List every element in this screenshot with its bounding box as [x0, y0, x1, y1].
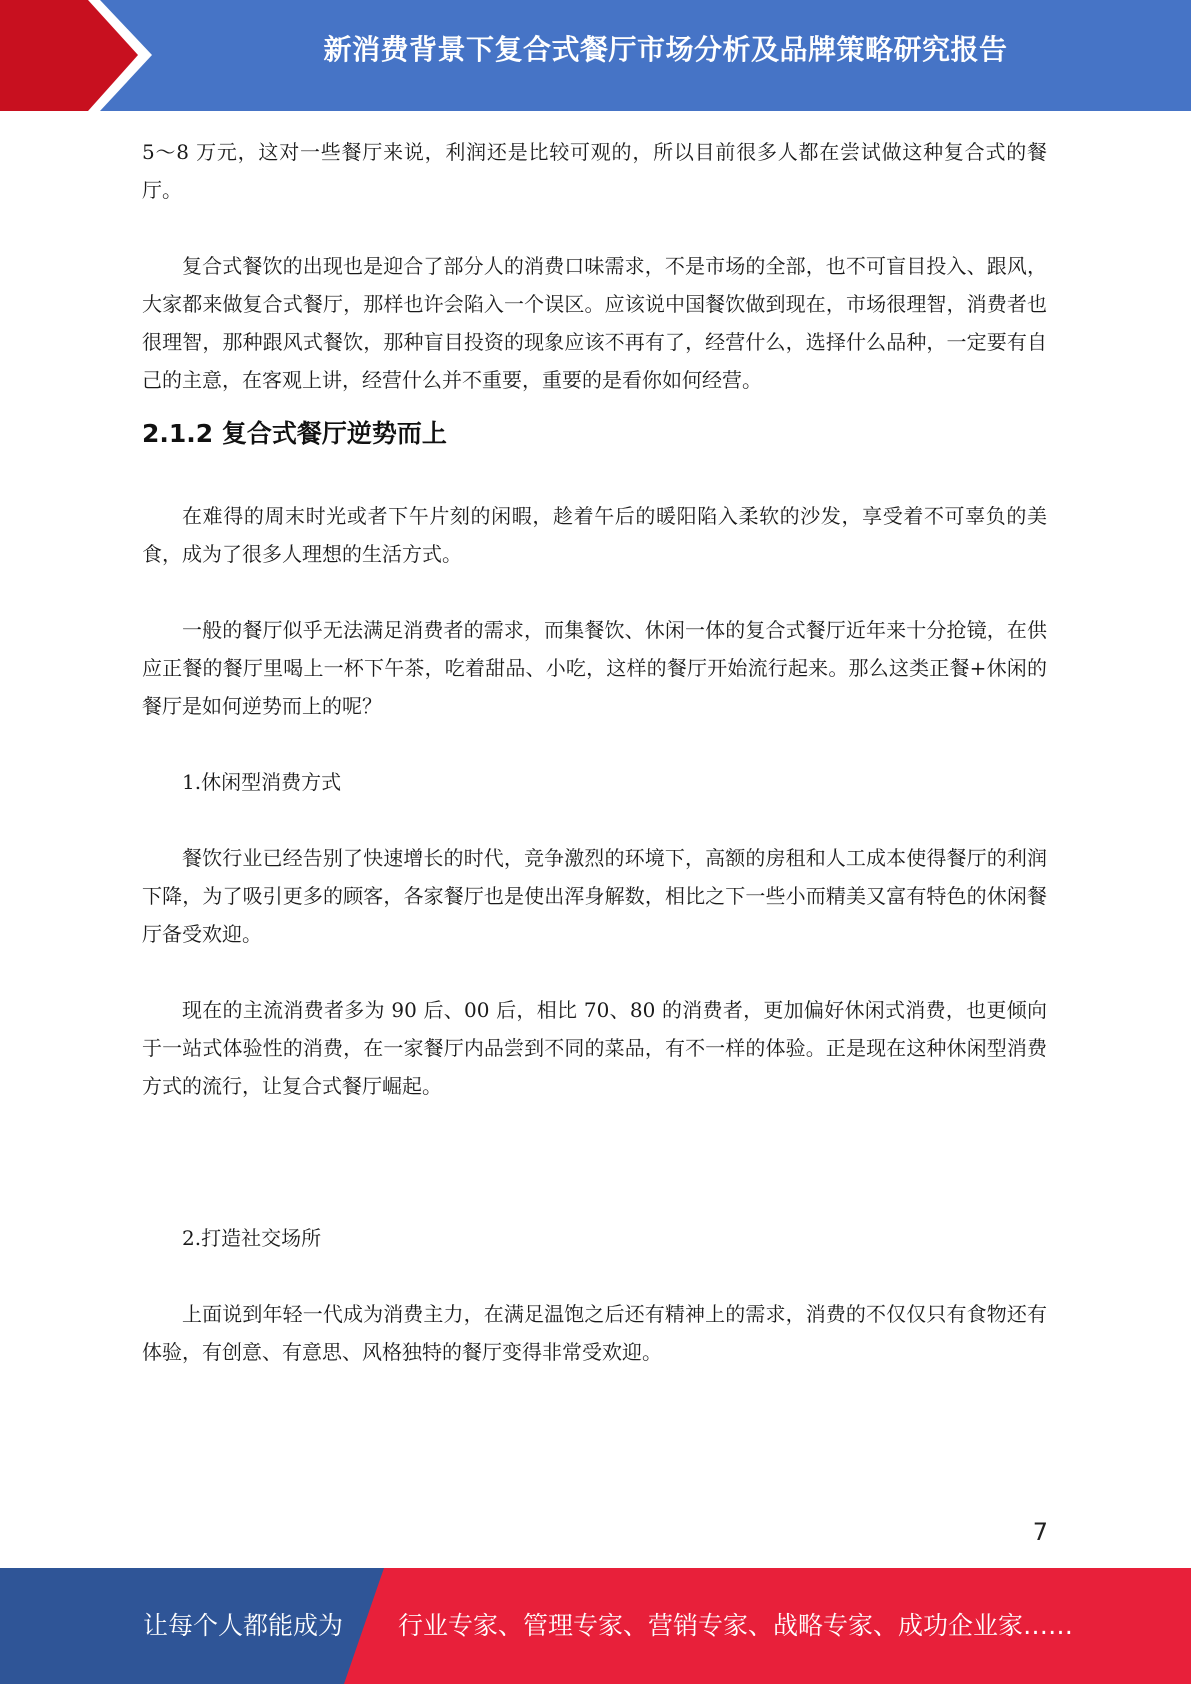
- subheading-1: 1.休闲型消费方式: [182, 770, 342, 794]
- paragraph-3: 在难得的周末时光或者下午片刻的闲暇，趁着午后的暖阳陷入柔软的沙发，享受着不可辜负的美食，成为了很多人理想的生活方式。: [142, 504, 1047, 566]
- paragraph-5: 餐饮行业已经告别了快速增长的时代，竞争激烈的环境下，高额的房租和人工成本使得餐厅的利润下降，为了吸引更多的顾客，各家餐厅也是使出浑身解数，相比之下一些小而精美又富有特色的休闲餐厅备受欢迎。: [142, 846, 1047, 946]
- paragraph-6: 现在的主流消费者多为 90 后、00 后，相比 70、80 的消费者，更加偏好休闲式消费，也更倾向于一站式体验性的消费，在一家餐厅内品尝到不同的菜品，有不一样的体验。正是现在这种休闲型消费方式的流行，让复合式餐厅崛起。: [142, 998, 1047, 1098]
- paragraph-4: 一般的餐厅似乎无法满足消费者的需求，而集餐饮、休闲一体的复合式餐厅近年来十分抢镜，在供应正餐的餐厅里喝上一杯下午茶，吃着甜品、小吃，这样的餐厅开始流行起来。那么这类正餐+休闲的餐厅是如何逆势而上的呢？: [142, 618, 1047, 718]
- page-number: 7: [1032, 1518, 1048, 1546]
- paragraph-7: 上面说到年轻一代成为消费主力，在满足温饱之后还有精神上的需求，消费的不仅仅只有食物还有体验，有创意、有意思、风格独特的餐厅变得非常受欢迎。: [142, 1302, 1047, 1364]
- footer-slogan-right: 行业专家、管理专家、营销专家、战略专家、成功企业家……: [398, 1611, 1074, 1640]
- page-footer: [0, 1568, 1191, 1684]
- document-title: 新消费背景下复合式餐厅市场分析及品牌策略研究报告: [323, 33, 1008, 66]
- paragraph-1: 5～8 万元，这对一些餐厅来说，利润还是比较可观的，所以目前很多人都在尝试做这种复合式的餐厅。: [142, 140, 1047, 202]
- page-header: [0, 0, 1191, 111]
- footer-slogan-left: 让每个人都能成为: [143, 1611, 344, 1640]
- paragraph-2: 复合式餐饮的出现也是迎合了部分人的消费口味需求，不是市场的全部，也不可盲目投入、跟风，大家都来做复合式餐厅，那样也许会陷入一个误区。应该说中国餐饮做到现在，市场很理智，消费者也很理智，那种跟风式餐饮，那种盲目投资的现象应该不再有了，经营什么，选择什么品种，一定要有自己的主意，在客观上讲，经营什么并不重要，重要的是看你如何经营。: [142, 254, 1047, 392]
- header-arrow-red: [0, 0, 138, 111]
- subheading-2: 2.打造社交场所: [182, 1226, 322, 1250]
- header-arrow-decoration: [0, 0, 160, 111]
- section-heading: 2.1.2 复合式餐厅逆势而上: [142, 419, 447, 448]
- page-content: [142, 133, 1047, 1371]
